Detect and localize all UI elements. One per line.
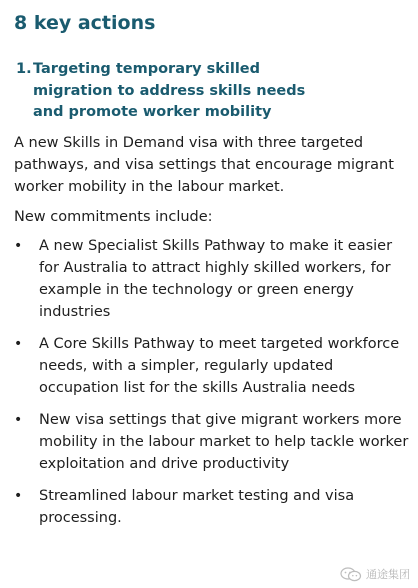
list-item-text: A new Specialist Skills Pathway to make it easier for Australia to attract highly skilled workers, for example in the technology or green energy industries — [39, 238, 393, 320]
action-item — [16, 59, 316, 124]
list-item-text: A Core Skills Pathway to meet targeted workforce needs, with a simpler, regularly updated occupation list for the skills Australia needs — [39, 336, 400, 396]
list-item — [14, 485, 409, 529]
watermark — [340, 566, 410, 582]
page-heading: 8 key actions — [14, 12, 156, 34]
wechat-icon — [340, 567, 362, 582]
action-title: Targeting temporary skilled migration to address skills needs and promote worker mobility — [33, 61, 306, 120]
bullet-icon: • — [14, 412, 23, 428]
list-item-text: Streamlined labour market testing and visa processing. — [39, 488, 355, 526]
action-number: 1. — [16, 61, 32, 77]
commitments-intro: New commitments include: — [14, 209, 213, 225]
list-item — [14, 333, 409, 399]
lead-paragraph: A new Skills in Demand visa with three targeted pathways, and visa settings that encourage migrant worker mobility in the labour market. — [14, 135, 394, 195]
list-item — [14, 409, 409, 475]
bullet-icon: • — [14, 336, 23, 352]
commitments-list — [14, 235, 409, 539]
bullet-icon: • — [14, 238, 23, 254]
bullet-icon: • — [14, 488, 23, 504]
watermark-text: 通途集团 — [366, 568, 410, 581]
list-item-text: New visa settings that give migrant workers more mobility in the labour market to help tackle worker exploitation and drive productivity — [39, 412, 409, 472]
list-item — [14, 235, 409, 323]
